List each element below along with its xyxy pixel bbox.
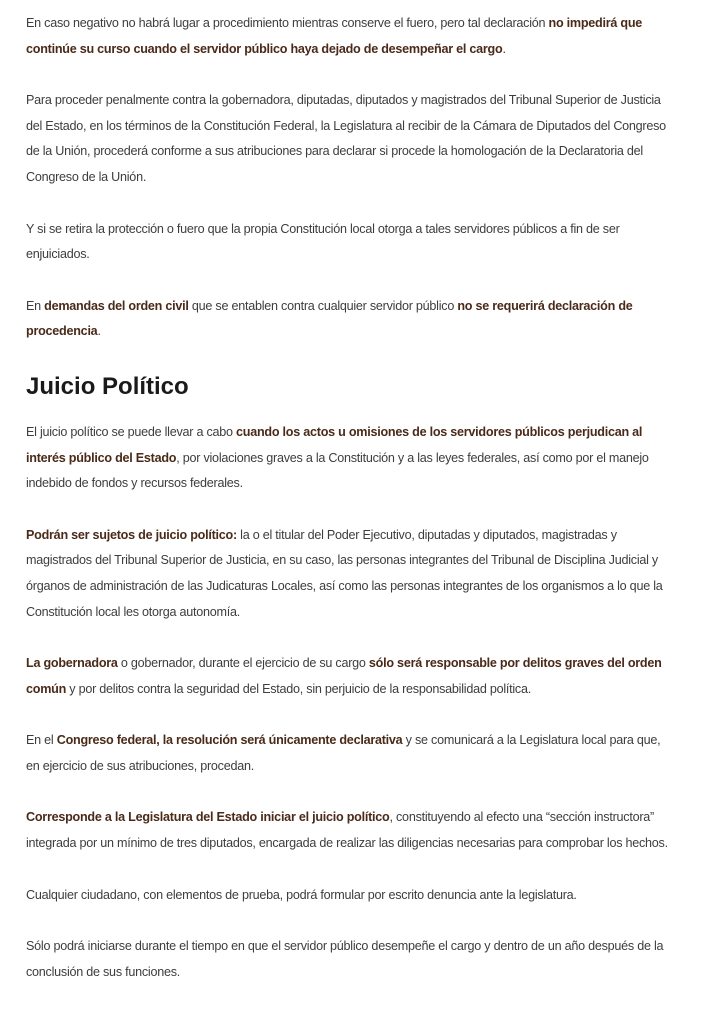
section-heading-juicio-politico: Juicio Político [26, 372, 189, 400]
bold-run: cuando los actos u omisiones de los servidores públicos perjudican al interés público del Estado [26, 424, 643, 465]
text-run: , constituyendo al efecto una “sección instructora” integrada por un mínimo de tres diputados, encargada de realizar las diligencias necesarias para comprobar los hechos. [26, 810, 668, 851]
paragraph-sujetos-juicio [26, 523, 676, 625]
paragraph-legislatura-inicia [26, 805, 676, 856]
text-run: En caso negativo no habrá lugar a procedimiento mientras conserve el fuero, pero tal declaración [26, 16, 549, 30]
paragraph-denuncia-ciudadano: Cualquier ciudadano, con elementos de prueba, podrá formular por escrito denuncia ante la legislatura. [26, 887, 577, 902]
bold-run: La gobernadora [26, 656, 118, 671]
text-run: que se entablen contra cualquier servidor público [188, 298, 458, 313]
text-run: , por violaciones graves a la Constitución y a las leyes federales, así como por el manejo indebido de fondos y recursos federales. [26, 450, 649, 491]
text-run: y por delitos contra la seguridad del Estado, sin perjuicio de la responsabilidad política. [66, 681, 531, 696]
bold-run: Podrán ser sujetos de juicio político: [26, 527, 237, 542]
text-run: . [97, 324, 101, 339]
paragraph-plazo-inicio: Sólo podrá iniciarse durante el tiempo en que el servidor público desempeñe el cargo y dentro de un año después de la conclusión de sus funciones. [26, 939, 664, 979]
text-run: o gobernador, durante el ejercicio de su cargo [117, 656, 369, 671]
paragraph-declaracion-negativa [26, 11, 676, 62]
article-body [26, 11, 676, 1011]
text-run: En el [26, 733, 57, 748]
paragraph-demandas-civil [26, 294, 676, 345]
text-run: y se comunicará a la Legislatura local para que, en ejercicio de sus atribuciones, procedan. [26, 733, 661, 773]
paragraph-retiro-fuero: Y si se retira la protección o fuero que la propia Constitución local otorga a tales servidores públicos a fin de ser enjuiciados. [26, 221, 620, 262]
text-run: la o el titular del Poder Ejecutivo, diputadas y diputados, magistradas y magistrados del Tribunal Superior de Justicia, en su caso, las personas integrantes del Tribunal de Disciplina Judicial y órganos de administración de las Judicaturas Locales, así como las personas integrantes de los organismos a lo que la Constitución local les otorga autonomía. [26, 527, 663, 619]
bold-run: no se requerirá declaración de procedencia [26, 298, 633, 339]
bold-run: no impedirá que continúe su curso cuando el servidor público haya dejado de desempeñar el cargo [26, 16, 643, 56]
paragraph-proceder-penalmente: Para proceder penalmente contra la gobernadora, diputadas, diputados y magistrados del Tribunal Superior de Justicia del Estado, en los términos de la Constitución Federal, la Legislatura al recibir de la Cámara de Diputados del Congreso de la Unión, procederá conforme a sus atribuciones para declarar si procede la homologación de la Declaratoria del Congreso de la Unión. [26, 93, 666, 184]
paragraph-juicio-definicion [26, 420, 676, 497]
bold-run: Corresponde a la Legislatura del Estado iniciar el juicio político [26, 810, 390, 825]
bold-run: sólo será responsable por delitos graves del orden común [26, 656, 662, 696]
paragraph-gobernadora [26, 651, 676, 702]
paragraph-congreso-federal [26, 728, 676, 779]
bold-run: Congreso federal, la resolución será únicamente declarativa [56, 733, 403, 748]
text-run: El juicio político se puede llevar a cabo [26, 424, 237, 439]
text-run: . [502, 41, 506, 56]
bold-run: demandas del orden civil [44, 298, 189, 313]
text-run: En [26, 298, 45, 313]
